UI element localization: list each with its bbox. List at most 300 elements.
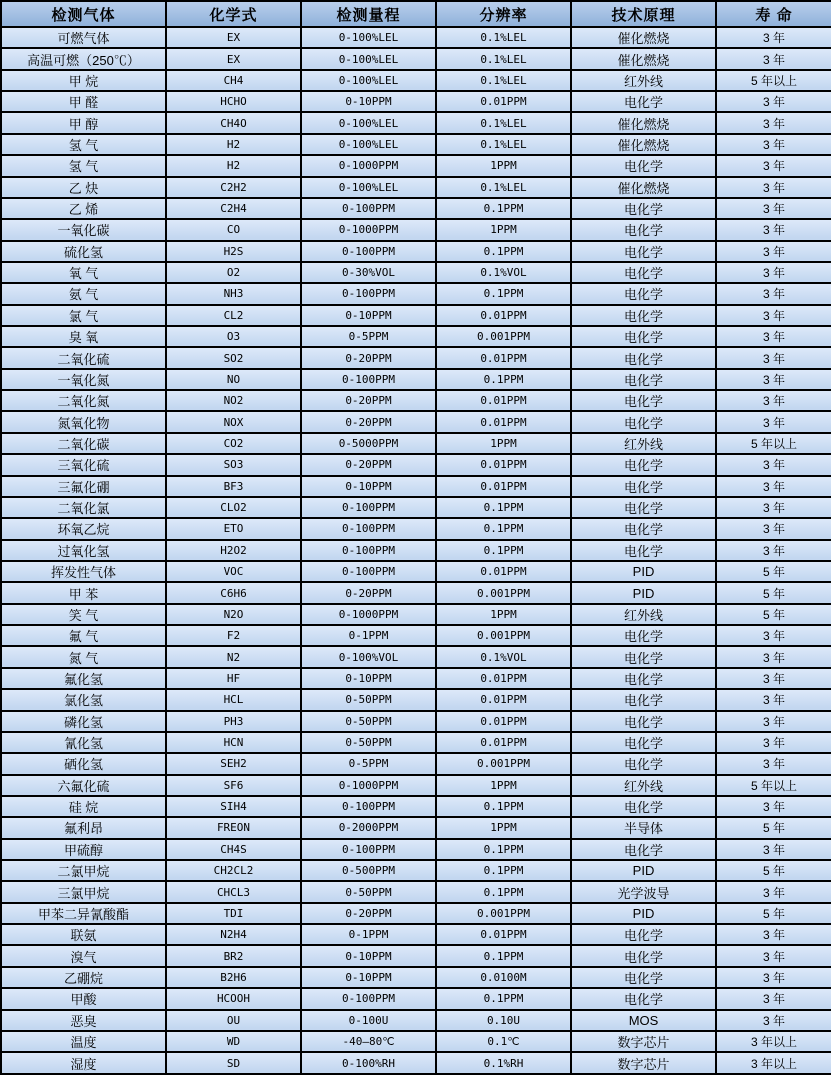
range-cell: 0-100%RH [301,1052,436,1074]
range-cell: 0-100PPM [301,198,436,219]
principle-cell: 电化学 [571,390,716,411]
column-header-gas: 检测气体 [1,1,166,27]
formula-cell: OU [166,1010,301,1031]
range-cell: 0-2000PPM [301,817,436,838]
gas-name-cell: 三氯甲烷 [1,881,166,902]
resolution-cell: 0.1%LEL [436,70,571,91]
principle-cell: 电化学 [571,924,716,945]
resolution-cell: 0.1%VOL [436,646,571,667]
formula-cell: SF6 [166,775,301,796]
formula-cell: F2 [166,625,301,646]
table-row [1,347,831,368]
principle-cell: 数字芯片 [571,1052,716,1074]
formula-cell: NO2 [166,390,301,411]
lifespan-cell: 3 年 [716,476,831,497]
formula-cell: CH2CL2 [166,860,301,881]
gas-name-cell: 甲 醇 [1,112,166,133]
gas-name-cell: 二氧化碳 [1,433,166,454]
table-row [1,241,831,262]
table-row [1,1052,831,1074]
table-row [1,305,831,326]
formula-cell: CO2 [166,433,301,454]
resolution-cell: 0.1%LEL [436,112,571,133]
formula-cell: WD [166,1031,301,1052]
lifespan-cell: 5 年以上 [716,70,831,91]
lifespan-cell: 3 年 [716,753,831,774]
table-row [1,198,831,219]
resolution-cell: 0.1℃ [436,1031,571,1052]
resolution-cell: 0.1%VOL [436,262,571,283]
gas-name-cell: 臭 氧 [1,326,166,347]
principle-cell: 催化燃烧 [571,48,716,69]
lifespan-cell: 3 年 [716,796,831,817]
range-cell: 0-5PPM [301,326,436,347]
table-row [1,540,831,561]
table-row [1,390,831,411]
range-cell: 0-50PPM [301,732,436,753]
formula-cell: H2 [166,155,301,176]
table-row [1,70,831,91]
formula-cell: C6H6 [166,582,301,603]
formula-cell: O3 [166,326,301,347]
resolution-cell: 0.1PPM [436,497,571,518]
formula-cell: SIH4 [166,796,301,817]
range-cell: 0-20PPM [301,411,436,432]
resolution-cell: 0.001PPM [436,625,571,646]
lifespan-cell: 3 年 [716,390,831,411]
gas-name-cell: 二氧化氮 [1,390,166,411]
table-row [1,561,831,582]
gas-name-cell: 过氧化氢 [1,540,166,561]
range-cell: 0-50PPM [301,689,436,710]
resolution-cell: 0.1PPM [436,839,571,860]
table-row [1,796,831,817]
resolution-cell: 0.1%LEL [436,48,571,69]
lifespan-cell: 3 年 [716,1010,831,1031]
gas-name-cell: 甲硫醇 [1,839,166,860]
table-row [1,177,831,198]
resolution-cell: 0.1PPM [436,283,571,304]
lifespan-cell: 3 年 [716,283,831,304]
gas-name-cell: 可燃气体 [1,27,166,48]
gas-name-cell: 联氨 [1,924,166,945]
lifespan-cell: 5 年 [716,860,831,881]
table-row [1,604,831,625]
range-cell: 0-20PPM [301,347,436,368]
formula-cell: EX [166,27,301,48]
principle-cell: 光学波导 [571,881,716,902]
resolution-cell: 0.01PPM [436,390,571,411]
table-row [1,945,831,966]
range-cell: 0-20PPM [301,903,436,924]
table-row [1,433,831,454]
formula-cell: SEH2 [166,753,301,774]
formula-cell: BF3 [166,476,301,497]
principle-cell: 电化学 [571,988,716,1009]
table-row [1,155,831,176]
principle-cell: 电化学 [571,945,716,966]
principle-cell: PID [571,903,716,924]
principle-cell: 电化学 [571,411,716,432]
lifespan-cell: 3 年 [716,198,831,219]
principle-cell: 电化学 [571,646,716,667]
lifespan-cell: 3 年 [716,305,831,326]
resolution-cell: 0.01PPM [436,689,571,710]
range-cell: 0-1000PPM [301,219,436,240]
formula-cell: PH3 [166,711,301,732]
resolution-cell: 0.001PPM [436,903,571,924]
lifespan-cell: 3 年 [716,262,831,283]
formula-cell: SO3 [166,454,301,475]
gas-name-cell: 氟化氢 [1,668,166,689]
formula-cell: CH4O [166,112,301,133]
formula-cell: H2 [166,134,301,155]
resolution-cell: 1PPM [436,775,571,796]
range-cell: 0-500PPM [301,860,436,881]
lifespan-cell: 3 年 [716,454,831,475]
table-row [1,369,831,390]
resolution-cell: 0.01PPM [436,924,571,945]
resolution-cell: 0.10U [436,1010,571,1031]
column-header-resolution: 分辨率 [436,1,571,27]
gas-name-cell: 一氧化氮 [1,369,166,390]
gas-name-cell: 乙 烯 [1,198,166,219]
principle-cell: MOS [571,1010,716,1031]
gas-name-cell: 二氧化氯 [1,497,166,518]
gas-name-cell: 六氟化硫 [1,775,166,796]
column-header-lifespan: 寿 命 [716,1,831,27]
range-cell: 0-1PPM [301,625,436,646]
table-row [1,134,831,155]
table-row [1,219,831,240]
lifespan-cell: 3 年 [716,668,831,689]
gas-name-cell: 甲 烷 [1,70,166,91]
formula-cell: CHCL3 [166,881,301,902]
table-row [1,839,831,860]
lifespan-cell: 5 年 [716,903,831,924]
principle-cell: 电化学 [571,668,716,689]
lifespan-cell: 3 年 [716,540,831,561]
gas-name-cell: 高温可燃（250℃） [1,48,166,69]
formula-cell: N2 [166,646,301,667]
principle-cell: 红外线 [571,775,716,796]
range-cell: 0-10PPM [301,967,436,988]
lifespan-cell: 3 年 [716,881,831,902]
range-cell: 0-5PPM [301,753,436,774]
resolution-cell: 0.0100M [436,967,571,988]
gas-name-cell: 温度 [1,1031,166,1052]
lifespan-cell: 5 年 [716,561,831,582]
resolution-cell: 0.1PPM [436,518,571,539]
resolution-cell: 0.01PPM [436,561,571,582]
header-row [1,1,831,27]
table-row [1,411,831,432]
gas-name-cell: 恶臭 [1,1010,166,1031]
lifespan-cell: 5 年 [716,817,831,838]
resolution-cell: 0.1%RH [436,1052,571,1074]
gas-name-cell: 笑 气 [1,604,166,625]
range-cell: 0-20PPM [301,454,436,475]
formula-cell: B2H6 [166,967,301,988]
table-row [1,91,831,112]
gas-name-cell: 乙硼烷 [1,967,166,988]
gas-name-cell: 溴气 [1,945,166,966]
table-row [1,924,831,945]
range-cell: 0-100PPM [301,561,436,582]
resolution-cell: 0.01PPM [436,668,571,689]
resolution-cell: 0.1%LEL [436,27,571,48]
formula-cell: CLO2 [166,497,301,518]
table-row [1,753,831,774]
table-row [1,967,831,988]
lifespan-cell: 3 年 [716,219,831,240]
principle-cell: 催化燃烧 [571,134,716,155]
lifespan-cell: 5 年 [716,582,831,603]
range-cell: 0-100%LEL [301,112,436,133]
range-cell: 0-10PPM [301,945,436,966]
range-cell: 0-50PPM [301,881,436,902]
principle-cell: 电化学 [571,753,716,774]
table-row [1,518,831,539]
lifespan-cell: 3 年 [716,646,831,667]
table-row [1,27,831,48]
formula-cell: C2H2 [166,177,301,198]
principle-cell: 电化学 [571,219,716,240]
principle-cell: 电化学 [571,839,716,860]
table-row [1,775,831,796]
resolution-cell: 1PPM [436,219,571,240]
range-cell: 0-30%VOL [301,262,436,283]
table-row [1,988,831,1009]
resolution-cell: 0.01PPM [436,476,571,497]
range-cell: 0-100PPM [301,796,436,817]
table-row [1,48,831,69]
lifespan-cell: 3 年 [716,839,831,860]
lifespan-cell: 3 年 [716,48,831,69]
table-row [1,732,831,753]
resolution-cell: 0.1PPM [436,988,571,1009]
principle-cell: 电化学 [571,369,716,390]
range-cell: 0-1000PPM [301,604,436,625]
principle-cell: 电化学 [571,689,716,710]
principle-cell: 电化学 [571,967,716,988]
resolution-cell: 0.1PPM [436,860,571,881]
lifespan-cell: 3 年 [716,347,831,368]
formula-cell: CO [166,219,301,240]
principle-cell: 电化学 [571,625,716,646]
principle-cell: 电化学 [571,711,716,732]
gas-name-cell: 氢 气 [1,155,166,176]
table-row [1,497,831,518]
table-row [1,711,831,732]
lifespan-cell: 3 年 [716,177,831,198]
table-row [1,817,831,838]
resolution-cell: 0.01PPM [436,454,571,475]
principle-cell: 红外线 [571,433,716,454]
table-row [1,112,831,133]
range-cell: 0-5000PPM [301,433,436,454]
resolution-cell: 0.1PPM [436,198,571,219]
resolution-cell: 0.1PPM [436,241,571,262]
gas-name-cell: 甲 苯 [1,582,166,603]
resolution-cell: 0.001PPM [436,753,571,774]
principle-cell: 电化学 [571,305,716,326]
range-cell: 0-50PPM [301,711,436,732]
range-cell: 0-10PPM [301,668,436,689]
range-cell: 0-100PPM [301,369,436,390]
resolution-cell: 0.01PPM [436,732,571,753]
principle-cell: 电化学 [571,347,716,368]
lifespan-cell: 3 年 [716,411,831,432]
lifespan-cell: 3 年 [716,625,831,646]
formula-cell: HCL [166,689,301,710]
resolution-cell: 0.1PPM [436,540,571,561]
gas-name-cell: 氮 气 [1,646,166,667]
gas-name-cell: 氧 气 [1,262,166,283]
principle-cell: 催化燃烧 [571,27,716,48]
formula-cell: SO2 [166,347,301,368]
gas-name-cell: 硅 烷 [1,796,166,817]
range-cell: 0-10PPM [301,476,436,497]
resolution-cell: 0.01PPM [436,305,571,326]
formula-cell: CH4 [166,70,301,91]
formula-cell: FREON [166,817,301,838]
principle-cell: PID [571,561,716,582]
formula-cell: N2H4 [166,924,301,945]
table-row [1,625,831,646]
lifespan-cell: 3 年 [716,967,831,988]
range-cell: 0-100PPM [301,988,436,1009]
resolution-cell: 0.1PPM [436,369,571,390]
table-row [1,1010,831,1031]
resolution-cell: 0.01PPM [436,347,571,368]
resolution-cell: 0.01PPM [436,711,571,732]
lifespan-cell: 3 年 [716,497,831,518]
principle-cell: 红外线 [571,604,716,625]
formula-cell: HCHO [166,91,301,112]
gas-name-cell: 湿度 [1,1052,166,1074]
formula-cell: VOC [166,561,301,582]
table-row [1,881,831,902]
gas-name-cell: 甲苯二异氰酸酯 [1,903,166,924]
resolution-cell: 0.1PPM [436,796,571,817]
principle-cell: 电化学 [571,91,716,112]
principle-cell: 电化学 [571,497,716,518]
principle-cell: 电化学 [571,518,716,539]
lifespan-cell: 3 年 [716,689,831,710]
formula-cell: EX [166,48,301,69]
lifespan-cell: 3 年 [716,326,831,347]
resolution-cell: 0.001PPM [436,326,571,347]
lifespan-cell: 5 年 [716,604,831,625]
principle-cell: 数字芯片 [571,1031,716,1052]
gas-name-cell: 硒化氢 [1,753,166,774]
lifespan-cell: 3 年 [716,732,831,753]
resolution-cell: 1PPM [436,604,571,625]
gas-name-cell: 甲 醛 [1,91,166,112]
range-cell: 0-100PPM [301,283,436,304]
principle-cell: 电化学 [571,326,716,347]
principle-cell: 催化燃烧 [571,177,716,198]
table-row [1,476,831,497]
lifespan-cell: 5 年以上 [716,775,831,796]
resolution-cell: 0.01PPM [436,411,571,432]
principle-cell: PID [571,860,716,881]
lifespan-cell: 3 年以上 [716,1031,831,1052]
principle-cell: 电化学 [571,262,716,283]
table-row [1,582,831,603]
gas-name-cell: 甲酸 [1,988,166,1009]
gas-name-cell: 磷化氢 [1,711,166,732]
table-row [1,1031,831,1052]
formula-cell: HF [166,668,301,689]
lifespan-cell: 3 年 [716,241,831,262]
resolution-cell: 0.01PPM [436,91,571,112]
lifespan-cell: 3 年 [716,155,831,176]
range-cell: 0-100%VOL [301,646,436,667]
gas-name-cell: 氨 气 [1,283,166,304]
formula-cell: HCN [166,732,301,753]
range-cell: 0-1PPM [301,924,436,945]
formula-cell: H2O2 [166,540,301,561]
lifespan-cell: 3 年 [716,369,831,390]
resolution-cell: 1PPM [436,433,571,454]
table-row [1,903,831,924]
range-cell: 0-100PPM [301,540,436,561]
formula-cell: N2O [166,604,301,625]
range-cell: 0-20PPM [301,582,436,603]
formula-cell: NH3 [166,283,301,304]
resolution-cell: 0.1%LEL [436,177,571,198]
formula-cell: SD [166,1052,301,1074]
range-cell: -40—80℃ [301,1031,436,1052]
formula-cell: HCOOH [166,988,301,1009]
resolution-cell: 0.1PPM [436,945,571,966]
resolution-cell: 0.1%LEL [436,134,571,155]
gas-name-cell: 氯化氢 [1,689,166,710]
table-row [1,454,831,475]
formula-cell: CH4S [166,839,301,860]
range-cell: 0-100PPM [301,241,436,262]
resolution-cell: 1PPM [436,817,571,838]
formula-cell: C2H4 [166,198,301,219]
gas-name-cell: 氟利昂 [1,817,166,838]
range-cell: 0-100PPM [301,497,436,518]
principle-cell: 电化学 [571,283,716,304]
gas-name-cell: 氟 气 [1,625,166,646]
table-row [1,326,831,347]
lifespan-cell: 3 年 [716,112,831,133]
range-cell: 0-20PPM [301,390,436,411]
formula-cell: O2 [166,262,301,283]
lifespan-cell: 3 年 [716,134,831,155]
principle-cell: 红外线 [571,70,716,91]
lifespan-cell: 3 年 [716,518,831,539]
lifespan-cell: 3 年 [716,988,831,1009]
gas-name-cell: 氮氧化物 [1,411,166,432]
principle-cell: 电化学 [571,454,716,475]
table-row [1,689,831,710]
table-row [1,668,831,689]
table-row [1,283,831,304]
formula-cell: BR2 [166,945,301,966]
principle-cell: 电化学 [571,198,716,219]
range-cell: 0-10PPM [301,91,436,112]
gas-name-cell: 氢 气 [1,134,166,155]
formula-cell: TDI [166,903,301,924]
principle-cell: 电化学 [571,540,716,561]
column-header-formula: 化学式 [166,1,301,27]
